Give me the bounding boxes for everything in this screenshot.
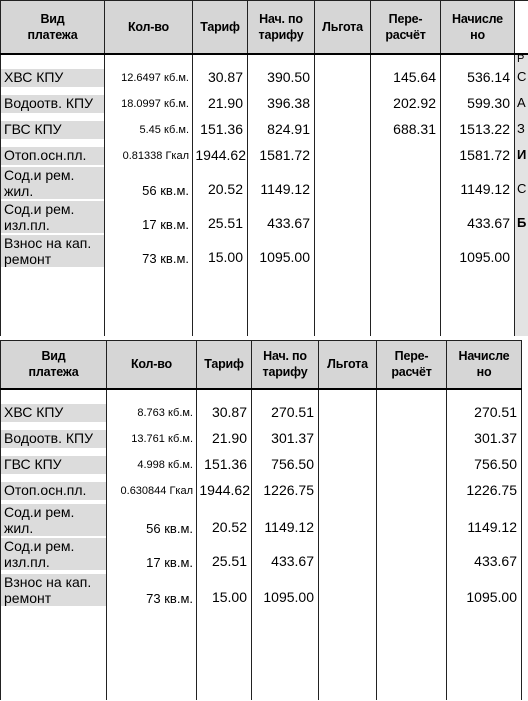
cell-nachisleno: 1095.00 [466, 588, 517, 605]
cell-nach: 301.37 [271, 429, 314, 446]
cell-cut: С [517, 68, 527, 84]
cell-tarif: 25.51 [211, 552, 247, 569]
cell-cut: Р [517, 53, 525, 65]
cell-nach: 390.50 [267, 68, 310, 85]
header-vid-platezha: Вид платежа [1, 1, 105, 54]
cell-nachisleno: 1149.12 [460, 180, 510, 197]
cell-tarif: 21.90 [207, 94, 243, 111]
cell-nach: 824.91 [267, 120, 310, 137]
cell-qty: 13.761 кб.м. [131, 432, 193, 445]
cell-qty: 18.0997 кб.м. [121, 97, 189, 110]
cell-tarif: 15.00 [211, 588, 247, 605]
header-kolvo: Кол-во [105, 1, 193, 54]
payment-table-2 [0, 340, 528, 701]
col-cut [515, 54, 528, 336]
cell-nachisleno: 536.14 [467, 68, 510, 85]
cell-nachisleno: 270.51 [474, 403, 517, 420]
cell-qty: 5.45 кб.м. [139, 123, 189, 136]
cell-qty: 56 кв.м. [142, 182, 189, 198]
cell-pereraschet: 145.64 [393, 68, 436, 85]
col-lgota [315, 54, 371, 336]
cell-qty: 17 кв.м. [142, 216, 189, 232]
cell-nach: 433.67 [267, 214, 310, 231]
cell-nachisleno: 1581.72 [459, 146, 510, 163]
cell-tarif: 1944.62 [199, 481, 250, 498]
table-row-name: Сод.и рем. изл.пл. [1, 201, 104, 233]
header-cut [522, 341, 528, 389]
col-nach [248, 54, 315, 336]
cell-qty: 8.763 кб.м. [137, 406, 193, 419]
cell-nachisleno: 599.30 [467, 94, 510, 111]
cell-cut: С [517, 180, 527, 196]
cell-nach: 1149.12 [264, 518, 314, 535]
header-nach-po-tarifu: Нач. по тарифу [248, 1, 315, 54]
header-kolvo: Кол-во [107, 341, 197, 389]
cell-tarif: 21.90 [211, 429, 247, 446]
cell-nachisleno: 433.67 [474, 552, 517, 569]
cell-nach: 1226.75 [263, 481, 314, 498]
header-tarif: Тариф [197, 341, 252, 389]
cell-cut: Б [517, 214, 527, 230]
header-cut [515, 1, 528, 54]
col-nachisleno [447, 389, 522, 700]
col-kolvo [107, 389, 197, 700]
cell-tarif: 1944.62 [195, 146, 246, 163]
cell-tarif: 25.51 [207, 214, 243, 231]
col-vid [1, 389, 107, 700]
cell-cut: З [517, 120, 525, 136]
cell-nach: 433.67 [271, 552, 314, 569]
col-nach [252, 389, 319, 700]
col-pereraschet [371, 54, 441, 336]
cell-tarif: 30.87 [211, 403, 247, 420]
cell-qty: 73 кв.м. [142, 250, 189, 266]
col-tarif [193, 54, 248, 336]
header-lgota: Льгота [319, 341, 377, 389]
table-row-name: ХВС КПУ [1, 404, 106, 422]
header-nachisleno: Начисле но [441, 1, 515, 54]
table-row-name: Взнос на кап. ремонт [1, 235, 104, 267]
table-row-name: Отоп.осн.пл. [1, 147, 104, 165]
cell-nach: 1095.00 [263, 588, 314, 605]
col-pereraschet [377, 389, 447, 700]
table-row-name: ГВС КПУ [1, 121, 104, 139]
cell-qty: 73 кв.м. [146, 590, 193, 606]
header-nachisleno: Начисле но [447, 341, 522, 389]
cell-tarif: 15.00 [207, 248, 243, 265]
cell-cut: И [517, 146, 527, 162]
header-tarif: Тариф [193, 1, 248, 54]
cell-nachisleno: 1513.22 [459, 120, 510, 137]
table-row-name: Сод.и рем. жил. [1, 504, 106, 536]
col-cut [522, 389, 528, 700]
cell-qty: 12.6497 кб.м. [121, 71, 189, 84]
header-pereraschet: Пере- расчёт [371, 1, 441, 54]
col-lgota [319, 389, 377, 700]
cell-pereraschet: 202.92 [393, 94, 436, 111]
cell-qty: 56 кв.м. [146, 520, 193, 536]
cell-qty: 0.630844 Гкал [120, 484, 193, 497]
cell-nachisleno: 756.50 [474, 455, 517, 472]
table-row-name: ХВС КПУ [1, 69, 104, 87]
col-kolvo [105, 54, 193, 336]
table-row-name: Водоотв. КПУ [1, 95, 104, 113]
cell-nach: 1149.12 [260, 180, 310, 197]
cell-tarif: 151.36 [204, 455, 247, 472]
table-row-name: Сод.и рем. жил. [1, 167, 104, 199]
cell-nach: 756.50 [271, 455, 314, 472]
cell-nachisleno: 433.67 [467, 214, 510, 231]
cell-nachisleno: 1226.75 [466, 481, 517, 498]
cell-nach: 1581.72 [259, 146, 310, 163]
table-row-name: Водоотв. КПУ [1, 430, 106, 448]
table-row-name: Отоп.осн.пл. [1, 482, 106, 500]
col-nachisleno [441, 54, 515, 336]
cell-nach: 396.38 [267, 94, 310, 111]
header-lgota: Льгота [315, 1, 371, 54]
table-row-name: ГВС КПУ [1, 456, 106, 474]
cell-qty: 0.81338 Гкал [122, 149, 189, 162]
header-pereraschet: Пере- расчёт [377, 341, 447, 389]
cell-nach: 270.51 [271, 403, 314, 420]
cell-nachisleno: 301.37 [474, 429, 517, 446]
cell-tarif: 20.52 [207, 180, 243, 197]
cell-cut: А [517, 94, 526, 110]
cell-qty: 4.998 кб.м. [137, 458, 193, 471]
table-row-name: Взнос на кап. ремонт [1, 574, 106, 606]
cell-tarif: 30.87 [207, 68, 243, 85]
col-tarif [197, 389, 252, 700]
payment-table-1 [0, 0, 528, 337]
header-vid-platezha: Вид платежа [1, 341, 107, 389]
table-row-name: Сод.и рем. изл.пл. [1, 538, 106, 570]
cell-nachisleno: 1095.00 [459, 248, 510, 265]
cell-pereraschet: 688.31 [393, 120, 436, 137]
cell-qty: 17 кв.м. [146, 554, 193, 570]
cell-tarif: 20.52 [211, 518, 247, 535]
cell-nachisleno: 1149.12 [467, 518, 517, 535]
cell-tarif: 151.36 [200, 120, 243, 137]
cell-nach: 1095.00 [259, 248, 310, 265]
col-vid [1, 54, 105, 336]
header-nach-po-tarifu: Нач. по тарифу [252, 341, 319, 389]
